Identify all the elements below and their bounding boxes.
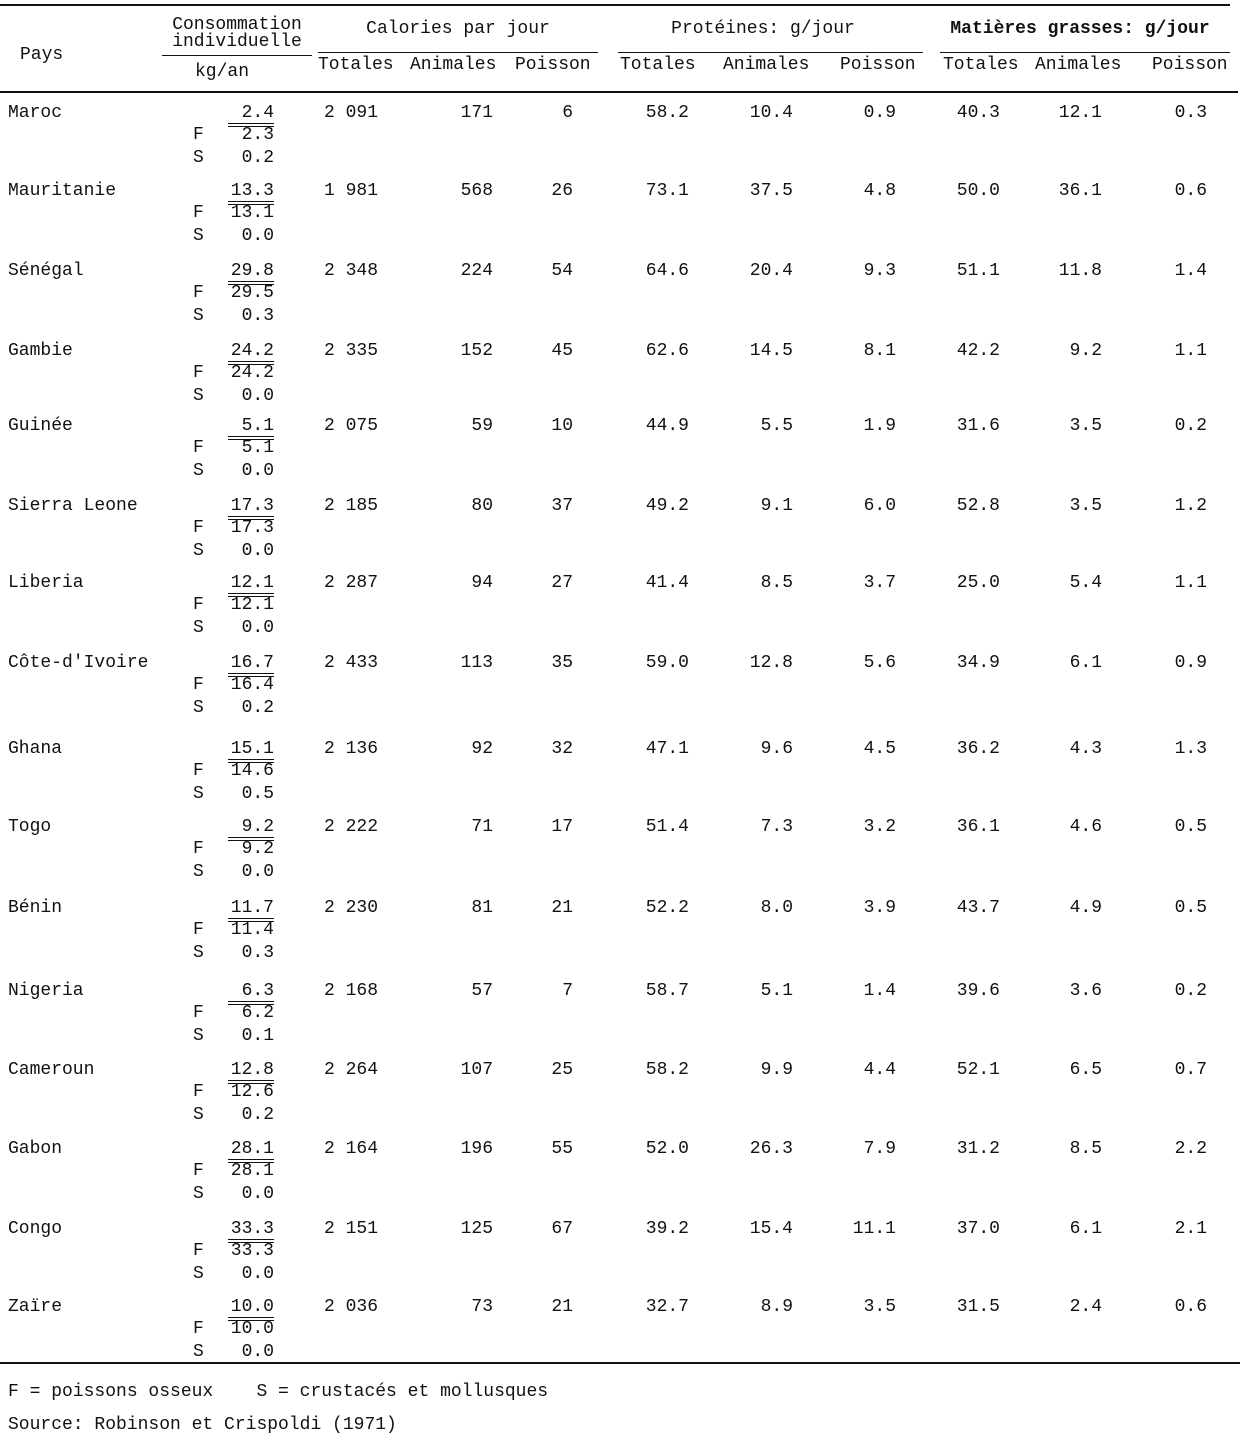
row-consumption-f: 12.1 xyxy=(230,595,274,615)
row-country: Sénégal xyxy=(8,261,84,281)
row-matieres-totales: 25.0 xyxy=(956,573,1000,593)
row-proteines-poisson: 6.0 xyxy=(863,496,896,516)
row-matieres-animales: 6.5 xyxy=(1069,1060,1102,1080)
header-calories-poisson: Poisson xyxy=(515,55,591,75)
row-consumption-s: 0.0 xyxy=(241,226,274,246)
row-calories-animales: 57 xyxy=(471,981,493,1001)
row-proteines-animales: 20.4 xyxy=(749,261,793,281)
consumption-total-underline xyxy=(228,1239,274,1240)
row-calories-poisson: 35 xyxy=(551,653,573,673)
row-matieres-poisson: 0.5 xyxy=(1174,898,1207,918)
letter-f: F xyxy=(193,438,204,458)
row-consumption-total: 17.3 xyxy=(230,496,274,516)
row-consumption-total: 11.7 xyxy=(230,898,274,918)
letter-s: S xyxy=(193,386,204,406)
row-matieres-poisson: 0.9 xyxy=(1174,653,1207,673)
row-calories-totales: 2 185 xyxy=(323,496,378,516)
row-country: Maroc xyxy=(8,103,63,123)
letter-f: F xyxy=(193,839,204,859)
row-matieres-poisson: 0.5 xyxy=(1174,817,1207,837)
row-country: Bénin xyxy=(8,898,63,918)
row-country: Mauritanie xyxy=(8,181,117,201)
row-matieres-animales: 6.1 xyxy=(1069,653,1102,673)
row-proteines-poisson: 5.6 xyxy=(863,653,896,673)
consumption-f-overline xyxy=(228,1083,274,1084)
top-rule xyxy=(0,4,1230,6)
row-proteines-totales: 41.4 xyxy=(645,573,689,593)
row-matieres-totales: 39.6 xyxy=(956,981,1000,1001)
letter-s: S xyxy=(193,618,204,638)
row-proteines-poisson: 7.9 xyxy=(863,1139,896,1159)
letter-f: F xyxy=(193,1161,204,1181)
letter-f: F xyxy=(193,125,204,145)
row-consumption-f: 11.4 xyxy=(230,920,274,940)
header-matieres-totales: Totales xyxy=(943,55,1019,75)
row-consumption-s: 0.0 xyxy=(241,541,274,561)
row-calories-totales: 2 287 xyxy=(323,573,378,593)
row-consumption-f: 16.4 xyxy=(230,675,274,695)
row-calories-poisson: 17 xyxy=(551,817,573,837)
row-matieres-animales: 8.5 xyxy=(1069,1139,1102,1159)
row-matieres-animales: 6.1 xyxy=(1069,1219,1102,1239)
row-consumption-total: 12.1 xyxy=(230,573,274,593)
row-consumption-f: 28.1 xyxy=(230,1161,274,1181)
row-consumption-total: 16.7 xyxy=(230,653,274,673)
row-calories-totales: 1 981 xyxy=(323,181,378,201)
row-matieres-animales: 4.6 xyxy=(1069,817,1102,837)
row-matieres-totales: 31.2 xyxy=(956,1139,1000,1159)
footnote-legend: F = poissons osseux S = crustacés et mollusques xyxy=(8,1382,549,1402)
row-calories-totales: 2 151 xyxy=(323,1219,378,1239)
consumption-total-underline xyxy=(228,837,274,838)
row-proteines-animales: 37.5 xyxy=(749,181,793,201)
row-calories-poisson: 32 xyxy=(551,739,573,759)
row-matieres-animales: 3.5 xyxy=(1069,416,1102,436)
row-consumption-s: 0.2 xyxy=(241,1105,274,1125)
row-calories-totales: 2 433 xyxy=(323,653,378,673)
row-matieres-poisson: 0.6 xyxy=(1174,181,1207,201)
row-consumption-s: 0.0 xyxy=(241,1342,274,1362)
header-proteines-totales: Totales xyxy=(620,55,696,75)
row-matieres-animales: 3.5 xyxy=(1069,496,1102,516)
row-matieres-totales: 36.1 xyxy=(956,817,1000,837)
consumption-total-underline xyxy=(228,1317,274,1318)
row-calories-totales: 2 348 xyxy=(323,261,378,281)
letter-s: S xyxy=(193,1105,204,1125)
row-consumption-s: 0.2 xyxy=(241,148,274,168)
proteines-underline xyxy=(618,52,923,53)
row-calories-animales: 73 xyxy=(471,1297,493,1317)
letter-f: F xyxy=(193,363,204,383)
header-kg-an: kg/an xyxy=(194,62,249,82)
row-calories-poisson: 54 xyxy=(551,261,573,281)
row-proteines-poisson: 3.9 xyxy=(863,898,896,918)
consumption-f-overline xyxy=(228,126,274,127)
row-calories-poisson: 6 xyxy=(562,103,573,123)
row-proteines-poisson: 3.5 xyxy=(863,1297,896,1317)
row-calories-poisson: 21 xyxy=(551,1297,573,1317)
header-proteines-animales: Animales xyxy=(723,55,810,75)
row-consumption-f: 13.1 xyxy=(230,203,274,223)
row-proteines-poisson: 0.9 xyxy=(863,103,896,123)
row-calories-totales: 2 036 xyxy=(323,1297,378,1317)
row-proteines-poisson: 4.4 xyxy=(863,1060,896,1080)
row-matieres-animales: 4.3 xyxy=(1069,739,1102,759)
consumption-f-overline xyxy=(228,762,274,763)
row-consumption-f: 14.6 xyxy=(230,761,274,781)
consumption-total-underline xyxy=(228,201,274,202)
consumption-f-overline xyxy=(228,1004,274,1005)
header-proteines: Protéines: g/jour xyxy=(671,19,855,39)
consumption-f-overline xyxy=(228,204,274,205)
row-proteines-totales: 49.2 xyxy=(645,496,689,516)
letter-f: F xyxy=(193,761,204,781)
header-calories-totales: Totales xyxy=(318,55,394,75)
row-country: Sierra Leone xyxy=(8,496,138,516)
letter-s: S xyxy=(193,226,204,246)
row-consumption-s: 0.5 xyxy=(241,784,274,804)
row-country: Congo xyxy=(8,1219,63,1239)
row-country: Gambie xyxy=(8,341,73,361)
row-proteines-totales: 44.9 xyxy=(645,416,689,436)
row-calories-totales: 2 164 xyxy=(323,1139,378,1159)
row-consumption-f: 2.3 xyxy=(241,125,274,145)
row-proteines-poisson: 4.5 xyxy=(863,739,896,759)
row-matieres-animales: 11.8 xyxy=(1058,261,1102,281)
row-calories-animales: 113 xyxy=(460,653,493,673)
row-matieres-poisson: 1.1 xyxy=(1174,573,1207,593)
row-matieres-poisson: 1.4 xyxy=(1174,261,1207,281)
row-calories-poisson: 27 xyxy=(551,573,573,593)
row-proteines-totales: 51.4 xyxy=(645,817,689,837)
row-proteines-poisson: 3.7 xyxy=(863,573,896,593)
row-matieres-poisson: 0.2 xyxy=(1174,981,1207,1001)
row-consumption-total: 9.2 xyxy=(241,817,274,837)
row-proteines-poisson: 1.9 xyxy=(863,416,896,436)
row-consumption-f: 10.0 xyxy=(230,1319,274,1339)
row-matieres-totales: 52.8 xyxy=(956,496,1000,516)
row-consumption-f: 33.3 xyxy=(230,1241,274,1261)
row-calories-poisson: 45 xyxy=(551,341,573,361)
row-calories-animales: 92 xyxy=(471,739,493,759)
row-matieres-animales: 3.6 xyxy=(1069,981,1102,1001)
letter-s: S xyxy=(193,1184,204,1204)
row-proteines-poisson: 3.2 xyxy=(863,817,896,837)
row-matieres-poisson: 0.2 xyxy=(1174,416,1207,436)
letter-f: F xyxy=(193,1319,204,1339)
row-calories-totales: 2 230 xyxy=(323,898,378,918)
row-consumption-total: 33.3 xyxy=(230,1219,274,1239)
consumption-total-underline xyxy=(228,123,274,124)
consumption-f-overline xyxy=(228,921,274,922)
row-matieres-totales: 31.6 xyxy=(956,416,1000,436)
row-proteines-totales: 32.7 xyxy=(645,1297,689,1317)
header-calories-animales: Animales xyxy=(410,55,497,75)
row-matieres-poisson: 0.6 xyxy=(1174,1297,1207,1317)
row-matieres-poisson: 2.2 xyxy=(1174,1139,1207,1159)
row-country: Cameroun xyxy=(8,1060,95,1080)
row-country: Côte-d'Ivoire xyxy=(8,653,149,673)
row-consumption-s: 0.0 xyxy=(241,386,274,406)
row-proteines-poisson: 8.1 xyxy=(863,341,896,361)
row-calories-animales: 81 xyxy=(471,898,493,918)
row-proteines-animales: 7.3 xyxy=(760,817,793,837)
row-proteines-totales: 58.7 xyxy=(645,981,689,1001)
calories-underline xyxy=(318,52,598,53)
letter-f: F xyxy=(193,675,204,695)
row-consumption-f: 12.6 xyxy=(230,1082,274,1102)
row-proteines-animales: 14.5 xyxy=(749,341,793,361)
consumption-total-underline xyxy=(228,1159,274,1160)
letter-f: F xyxy=(193,920,204,940)
row-matieres-totales: 31.5 xyxy=(956,1297,1000,1317)
header-pays: Pays xyxy=(20,45,64,65)
row-proteines-poisson: 4.8 xyxy=(863,181,896,201)
consumption-f-overline xyxy=(228,840,274,841)
row-proteines-animales: 12.8 xyxy=(749,653,793,673)
row-calories-animales: 125 xyxy=(460,1219,493,1239)
letter-s: S xyxy=(193,784,204,804)
letter-f: F xyxy=(193,1241,204,1261)
row-proteines-animales: 9.1 xyxy=(760,496,793,516)
letter-s: S xyxy=(193,943,204,963)
consumption-total-underline xyxy=(228,593,274,594)
row-calories-animales: 152 xyxy=(460,341,493,361)
consumption-f-overline xyxy=(228,596,274,597)
row-consumption-s: 0.0 xyxy=(241,862,274,882)
row-country: Zaïre xyxy=(8,1297,63,1317)
row-calories-poisson: 67 xyxy=(551,1219,573,1239)
letter-f: F xyxy=(193,1003,204,1023)
consumption-total-underline xyxy=(228,436,274,437)
row-matieres-poisson: 1.1 xyxy=(1174,341,1207,361)
letter-s: S xyxy=(193,306,204,326)
header-proteines-poisson: Poisson xyxy=(840,55,916,75)
row-proteines-animales: 8.9 xyxy=(760,1297,793,1317)
row-consumption-total: 29.8 xyxy=(230,261,274,281)
row-consumption-s: 0.3 xyxy=(241,306,274,326)
row-country: Liberia xyxy=(8,573,84,593)
row-matieres-poisson: 0.7 xyxy=(1174,1060,1207,1080)
row-proteines-totales: 64.6 xyxy=(645,261,689,281)
consumption-f-overline xyxy=(228,364,274,365)
row-consumption-s: 0.2 xyxy=(241,698,274,718)
row-consumption-f: 6.2 xyxy=(241,1003,274,1023)
row-calories-poisson: 55 xyxy=(551,1139,573,1159)
row-proteines-animales: 9.9 xyxy=(760,1060,793,1080)
row-matieres-totales: 50.0 xyxy=(956,181,1000,201)
row-proteines-animales: 5.1 xyxy=(760,981,793,1001)
row-calories-animales: 107 xyxy=(460,1060,493,1080)
row-matieres-poisson: 0.3 xyxy=(1174,103,1207,123)
header-consommation-line1: Consommation xyxy=(172,15,302,35)
row-consumption-f: 9.2 xyxy=(241,839,274,859)
consumption-f-overline xyxy=(228,1320,274,1321)
row-matieres-totales: 40.3 xyxy=(956,103,1000,123)
row-calories-totales: 2 168 xyxy=(323,981,378,1001)
row-proteines-totales: 52.2 xyxy=(645,898,689,918)
row-consumption-total: 6.3 xyxy=(241,981,274,1001)
row-proteines-poisson: 1.4 xyxy=(863,981,896,1001)
row-calories-animales: 196 xyxy=(460,1139,493,1159)
row-proteines-animales: 15.4 xyxy=(749,1219,793,1239)
header-matieres: Matières grasses: g/jour xyxy=(950,19,1210,39)
row-matieres-totales: 34.9 xyxy=(956,653,1000,673)
row-proteines-totales: 47.1 xyxy=(645,739,689,759)
row-proteines-totales: 73.1 xyxy=(645,181,689,201)
row-consumption-total: 13.3 xyxy=(230,181,274,201)
row-matieres-poisson: 2.1 xyxy=(1174,1219,1207,1239)
row-matieres-animales: 4.9 xyxy=(1069,898,1102,918)
header-consommation-line2: individuelle xyxy=(172,32,302,52)
consumption-total-underline xyxy=(228,759,274,760)
row-calories-poisson: 37 xyxy=(551,496,573,516)
row-consumption-total: 12.8 xyxy=(230,1060,274,1080)
letter-f: F xyxy=(193,1082,204,1102)
row-matieres-poisson: 1.3 xyxy=(1174,739,1207,759)
row-country: Gabon xyxy=(8,1139,63,1159)
header-matieres-poisson: Poisson xyxy=(1152,55,1228,75)
consumption-total-underline xyxy=(228,673,274,674)
letter-s: S xyxy=(193,1264,204,1284)
row-consumption-s: 0.3 xyxy=(241,943,274,963)
row-matieres-animales: 12.1 xyxy=(1058,103,1102,123)
row-proteines-totales: 52.0 xyxy=(645,1139,689,1159)
row-consumption-total: 28.1 xyxy=(230,1139,274,1159)
row-proteines-animales: 10.4 xyxy=(749,103,793,123)
letter-s: S xyxy=(193,148,204,168)
row-proteines-totales: 58.2 xyxy=(645,1060,689,1080)
row-calories-poisson: 10 xyxy=(551,416,573,436)
row-consumption-total: 24.2 xyxy=(230,341,274,361)
row-calories-animales: 224 xyxy=(460,261,493,281)
consumption-total-underline xyxy=(228,1080,274,1081)
row-proteines-totales: 58.2 xyxy=(645,103,689,123)
consumption-f-overline xyxy=(228,284,274,285)
row-matieres-animales: 9.2 xyxy=(1069,341,1102,361)
row-calories-poisson: 21 xyxy=(551,898,573,918)
row-country: Ghana xyxy=(8,739,63,759)
row-matieres-totales: 36.2 xyxy=(956,739,1000,759)
row-consumption-f: 5.1 xyxy=(241,438,274,458)
row-consumption-total: 10.0 xyxy=(230,1297,274,1317)
row-proteines-animales: 8.0 xyxy=(760,898,793,918)
row-consumption-total: 2.4 xyxy=(241,103,274,123)
row-calories-animales: 80 xyxy=(471,496,493,516)
consumption-total-underline xyxy=(228,516,274,517)
row-country: Guinée xyxy=(8,416,73,436)
header-bottom-rule xyxy=(0,91,1238,93)
row-matieres-totales: 51.1 xyxy=(956,261,1000,281)
row-consumption-f: 29.5 xyxy=(230,283,274,303)
row-calories-totales: 2 091 xyxy=(323,103,378,123)
header-matieres-animales: Animales xyxy=(1035,55,1122,75)
consumption-total-underline xyxy=(228,1001,274,1002)
row-consumption-s: 0.0 xyxy=(241,618,274,638)
row-matieres-animales: 36.1 xyxy=(1058,181,1102,201)
row-proteines-totales: 62.6 xyxy=(645,341,689,361)
row-country: Togo xyxy=(8,817,52,837)
letter-f: F xyxy=(193,595,204,615)
row-calories-poisson: 7 xyxy=(562,981,573,1001)
row-proteines-poisson: 11.1 xyxy=(852,1219,896,1239)
letter-s: S xyxy=(193,1026,204,1046)
row-calories-totales: 2 222 xyxy=(323,817,378,837)
row-calories-animales: 59 xyxy=(471,416,493,436)
row-consumption-f: 24.2 xyxy=(230,363,274,383)
row-proteines-animales: 26.3 xyxy=(749,1139,793,1159)
row-matieres-totales: 42.2 xyxy=(956,341,1000,361)
consumption-f-overline xyxy=(228,676,274,677)
footnote-source: Source: Robinson et Crispoldi (1971) xyxy=(8,1415,397,1435)
matieres-underline xyxy=(940,52,1230,53)
row-consumption-f: 17.3 xyxy=(230,518,274,538)
letter-s: S xyxy=(193,698,204,718)
row-matieres-totales: 37.0 xyxy=(956,1219,1000,1239)
row-calories-poisson: 25 xyxy=(551,1060,573,1080)
row-consumption-total: 5.1 xyxy=(241,416,274,436)
row-calories-animales: 94 xyxy=(471,573,493,593)
row-calories-totales: 2 335 xyxy=(323,341,378,361)
consumption-f-overline xyxy=(228,519,274,520)
row-calories-animales: 171 xyxy=(460,103,493,123)
consumption-total-underline xyxy=(228,281,274,282)
header-calories: Calories par jour xyxy=(366,19,550,39)
consommation-underline xyxy=(162,55,312,56)
letter-f: F xyxy=(193,518,204,538)
row-matieres-totales: 43.7 xyxy=(956,898,1000,918)
row-matieres-totales: 52.1 xyxy=(956,1060,1000,1080)
row-matieres-animales: 2.4 xyxy=(1069,1297,1102,1317)
row-matieres-poisson: 1.2 xyxy=(1174,496,1207,516)
consumption-f-overline xyxy=(228,439,274,440)
row-calories-totales: 2 136 xyxy=(323,739,378,759)
letter-s: S xyxy=(193,862,204,882)
consumption-total-underline xyxy=(228,361,274,362)
row-consumption-s: 0.0 xyxy=(241,461,274,481)
letter-f: F xyxy=(193,283,204,303)
row-proteines-poisson: 9.3 xyxy=(863,261,896,281)
row-consumption-s: 0.0 xyxy=(241,1264,274,1284)
row-proteines-totales: 39.2 xyxy=(645,1219,689,1239)
consumption-f-overline xyxy=(228,1162,274,1163)
row-consumption-total: 15.1 xyxy=(230,739,274,759)
row-proteines-totales: 59.0 xyxy=(645,653,689,673)
row-calories-animales: 568 xyxy=(460,181,493,201)
consumption-f-overline xyxy=(228,1242,274,1243)
consumption-total-underline xyxy=(228,918,274,919)
letter-f: F xyxy=(193,203,204,223)
row-proteines-animales: 8.5 xyxy=(760,573,793,593)
row-proteines-animales: 9.6 xyxy=(760,739,793,759)
letter-s: S xyxy=(193,541,204,561)
letter-s: S xyxy=(193,1342,204,1362)
row-calories-totales: 2 075 xyxy=(323,416,378,436)
row-country: Nigeria xyxy=(8,981,84,1001)
row-calories-animales: 71 xyxy=(471,817,493,837)
table-bottom-rule xyxy=(0,1362,1240,1364)
row-calories-poisson: 26 xyxy=(551,181,573,201)
row-calories-totales: 2 264 xyxy=(323,1060,378,1080)
letter-s: S xyxy=(193,461,204,481)
row-consumption-s: 0.1 xyxy=(241,1026,274,1046)
row-matieres-animales: 5.4 xyxy=(1069,573,1102,593)
row-consumption-s: 0.0 xyxy=(241,1184,274,1204)
row-proteines-animales: 5.5 xyxy=(760,416,793,436)
